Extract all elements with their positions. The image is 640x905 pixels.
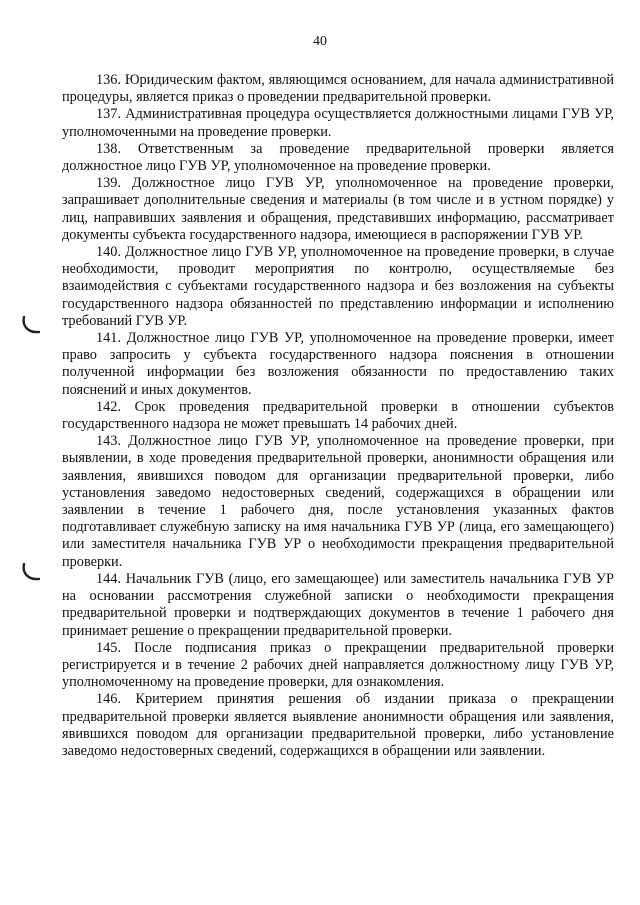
page-number: 40 <box>313 34 327 49</box>
paragraph-141: 141. Должностное лицо ГУВ УР, уполномоченное на проведение проверки, имеет право запросить у субъекта государственного надзора пояснения в отношении полученной информации без возложения обязанности по предоставлению таких пояснений и иных документов. <box>62 330 614 398</box>
paragraph-136: 136. Юридическим фактом, являющимся основанием, для начала административной процедуры, является приказ о проведении предварительной проверки. <box>62 72 614 106</box>
paragraph-145: 145. После подписания приказ о прекращении предварительной проверки регистрируется и в течение 2 рабочих дней направляется должностному лицу ГУВ УР, уполномоченному на проведение проверки, для ознакомления. <box>62 639 614 691</box>
binding-hole-mark-icon <box>20 561 42 583</box>
document-body <box>62 72 614 760</box>
paragraph-139: 139. Должностное лицо ГУВ УР, уполномоченное на проведение проверки, запрашивает дополнительные сведения и материалы (в том числе и в устном порядке) у лиц, направивших заявления и обращения, представивших информацию, рассматривает документы субъекта государственного надзора, имеющиеся в распоряжении ГУВ УР. <box>62 175 614 243</box>
paragraph-138: 138. Ответственным за проведение предварительной проверки является должностное лицо ГУВ УР, уполномоченное на проведение проверки. <box>62 140 614 175</box>
paragraph-144: 144. Начальник ГУВ (лицо, его замещающее) или заместитель начальника ГУВ УР на основании рассмотрения служебной записки о необходимости прекращения предварительной проверки и подтверждающих документов в течение 1 рабочего дня принимает решение о прекращении предварительной проверки. <box>62 570 614 639</box>
binding-hole-mark-icon <box>20 314 42 336</box>
paragraph-137: 137. Административная процедура осуществляется должностными лицами ГУВ УР, уполномоченными на проведение проверки. <box>62 106 614 140</box>
paragraph-146: 146. Критерием принятия решения об издании приказа о прекращении предварительной проверки является выявление анонимности обращения или заявления, явившихся поводом для организации предварительной проверки, либо установление заведомо недостоверных сведений, содержащихся в обращении или заявлении. <box>62 691 614 759</box>
paragraph-142: 142. Срок проведения предварительной проверки в отношении субъектов государственного надзора не может превышать 14 рабочих дней. <box>62 398 614 433</box>
paragraph-143: 143. Должностное лицо ГУВ УР, уполномоченное на проведение проверки, при выявлении, в ходе проведения предварительной проверки, анонимности обращения или заявления, явившихся поводом для организации предварительной проверки, либо установления заведомо недостоверных сведений, содержащихся в обращении или заявлении в течение 1 рабочего дня, после установления указанных фактов подготавливает служебную записку на имя начальника ГУВ УР (лица, его замещающего) или заместителя начальника ГУВ УР о необходимости прекращения предварительной проверки. <box>62 433 614 570</box>
paragraph-140: 140. Должностное лицо ГУВ УР, уполномоченное на проведение проверки, в случае необходимости, проводит мероприятия по контролю, осуществляемые без взаимодействия с субъектами государственного надзора и без возложения на субъекты государственного надзора обязанностей по представлению информации и исполнению требований ГУВ УР. <box>62 244 614 329</box>
